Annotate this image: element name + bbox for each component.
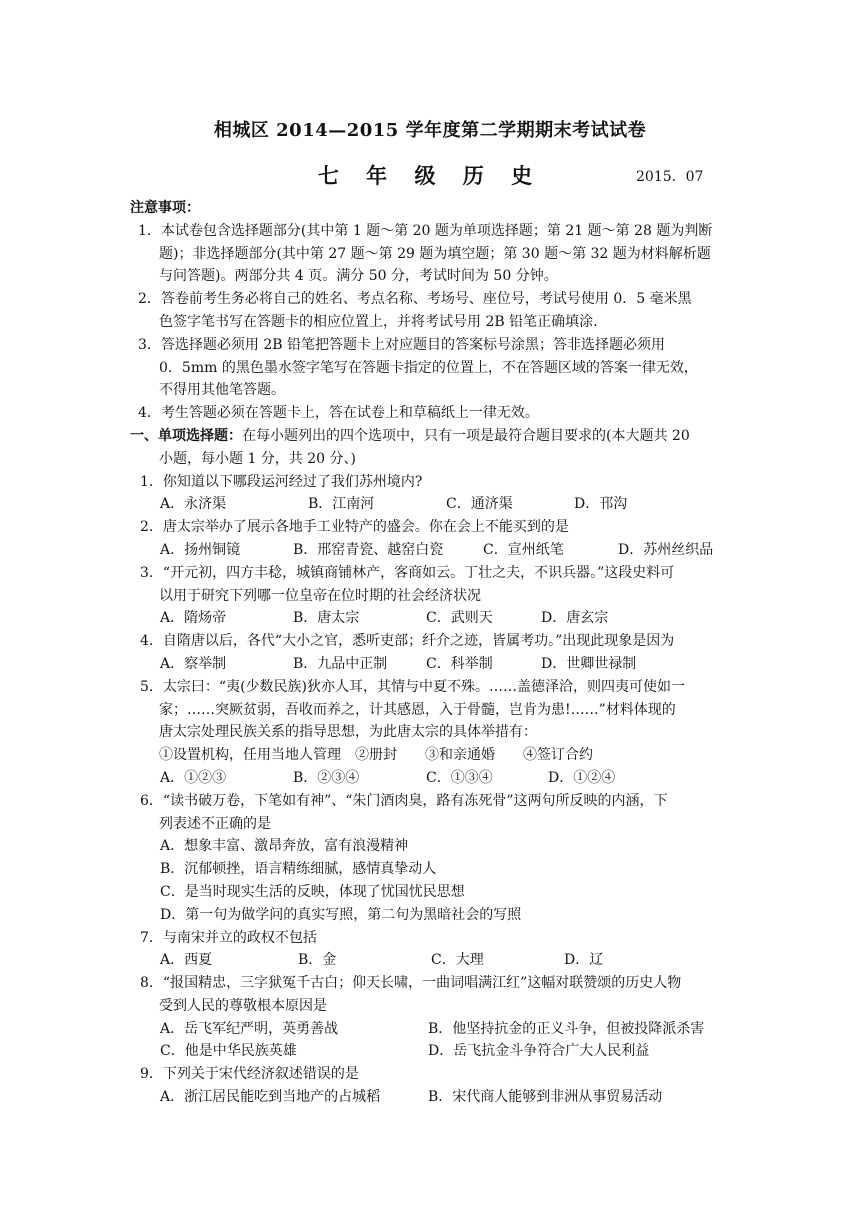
option: D．邗沟 xyxy=(574,496,628,513)
option: B．②③④ xyxy=(293,769,360,786)
option: A．扬州铜镜 xyxy=(160,541,241,558)
question-options xyxy=(130,1040,735,1063)
question-stem-cont: 以用于研究下列哪一位皇帝在位时期的社会经济状况 xyxy=(159,587,481,604)
notice-heading: 注意事项： xyxy=(130,200,200,216)
option: B．邢窑青瓷、越窑白瓷 xyxy=(293,541,444,558)
question-stem: 7．与南宋并立的政权不包括 xyxy=(140,929,317,946)
section-heading-line xyxy=(130,425,735,448)
question-stem-cont: 家；……突厥贫弱，吾收而养之，计其感恩，入于骨髓，岂肯为患!……”材料体现的 xyxy=(159,701,676,718)
option: B．沉郁顿挫，语言精练细腻，感情真挚动人 xyxy=(160,861,437,878)
section-intro: 在每小题列出的四个选项中，只有一项是最符合题目要求的(本大题共 20 xyxy=(242,427,690,444)
notice-line: 3．答选择题必须用 2B 铅笔把答题卡上对应题目的答案标号涂黑；答非选择题必须用 xyxy=(138,336,666,353)
question-stem: 1．你知道以下哪段运河经过了我们苏州境内? xyxy=(140,473,423,490)
question-options xyxy=(130,1018,735,1041)
option: C．①③④ xyxy=(426,769,493,786)
notice-line: 2．答卷前考生务必将自己的姓名、考点名称、考场号、座位号，考试号使用 0．5 毫米黑 xyxy=(138,291,692,308)
notice-line: 1．本试卷包含选择题部分(其中第 1 题～第 20 题为单项选择题；第 21 题～第 28 题为判断 xyxy=(138,222,713,239)
option: A．岳飞军纪严明，英勇善战 xyxy=(160,1020,339,1037)
option: D．世卿世禄制 xyxy=(541,655,637,672)
question-stem: 4．自隋唐以后，各代“大小之官，悉听吏部；纤介之迹，皆属考功。”出现此现象是因为 xyxy=(140,633,675,650)
option: B．金 xyxy=(298,952,337,969)
question-stem: 5．太宗曰：“夷(少数民族)狄亦人耳，其情与中夏不殊。……盖德泽洽，则四夷可使如一 xyxy=(140,678,685,695)
section-intro-cont: 小题，每小题 1 分，共 20 分、) xyxy=(159,450,356,467)
question-options xyxy=(130,949,735,972)
question-stem: 3．“开元初，四方丰稔，城镇商铺林产，客商如云。丁壮之夫，不识兵器。”这段史料可 xyxy=(140,564,675,581)
question-stem: 8．“报国精忠，三字狱冤千古白；仰天长啸，一曲词唱满江红”这幅对联赞颂的历史人物 xyxy=(140,975,682,992)
notice-line: 4．考生答题必须在答题卡上，答在试卷上和草稿纸上一律无效。 xyxy=(138,405,539,422)
option: C．武则天 xyxy=(426,610,493,627)
question-stem-cont: 列表述不正确的是 xyxy=(159,815,271,832)
question-options xyxy=(130,767,735,790)
option: D．辽 xyxy=(564,952,604,969)
notice-line: 0．5mm 的黑色墨水签字笔写在答题卡指定的位置上，不在答题区域的答案一律无效， xyxy=(159,359,698,376)
option: C．大理 xyxy=(431,952,484,969)
option: A．永济渠 xyxy=(160,496,227,513)
option: B．他坚持抗金的正义斗争，但被投降派杀害 xyxy=(428,1020,705,1037)
question-stem: 9．下列关于宋代经济叙述错误的是 xyxy=(140,1066,359,1083)
option: C．科举制 xyxy=(426,655,493,672)
question-options xyxy=(130,653,735,676)
option: A．西夏 xyxy=(160,952,213,969)
option: D．第一句为做学问的真实写照，第二句为黑暗社会的写照 xyxy=(160,906,522,923)
question-stem-cont: 受到人民的尊敬根本原因是 xyxy=(159,997,327,1014)
option: C．宣州纸笔 xyxy=(483,541,564,558)
option: A．①②③ xyxy=(160,769,227,786)
question-options xyxy=(130,539,735,562)
option: D．①②④ xyxy=(548,769,616,786)
exam-date: 2015．07 xyxy=(636,169,704,185)
option: B．江南河 xyxy=(308,496,375,513)
exam-subject: 七 年 级 历 史 xyxy=(317,163,543,188)
option: D．唐玄宗 xyxy=(541,610,609,627)
question-stem: 6．“读书破万卷，下笔如有神”、“朱门酒肉臭，路有冻死骨”这两句所反映的内涵，下 xyxy=(140,792,668,809)
option: D．岳飞抗金斗争符合广大人民利益 xyxy=(428,1043,650,1060)
option: C．他是中华民族英雄 xyxy=(160,1043,297,1060)
notice-line: 与问答题)。两部分共 4 页。满分 50 分，考试时间为 50 分钟。 xyxy=(159,268,558,285)
notice-line: 不得用其他笔答题。 xyxy=(159,382,285,399)
option: B．唐太宗 xyxy=(293,610,360,627)
option: B．九品中正制 xyxy=(293,655,388,672)
option: A．想象丰富、激昂奔放，富有浪漫精神 xyxy=(160,838,409,855)
option: D．苏州丝织品 xyxy=(618,541,714,558)
option: A．察举制 xyxy=(160,655,227,672)
exam-content xyxy=(130,197,735,1109)
exam-title: 相城区 2014—2015 学年度第二学期期末考试试卷 xyxy=(213,120,647,141)
question-options xyxy=(130,607,735,630)
option: B．宋代商人能够到非洲从事贸易活动 xyxy=(428,1089,663,1106)
question-options xyxy=(130,1086,735,1109)
option: A．隋炀帝 xyxy=(160,610,227,627)
question-stem-cont: ①设置机构，任用当地人管理 ②册封 ③和亲通婚 ④签订合约 xyxy=(159,747,593,764)
question-stem: 2．唐太宗举办了展示各地手工业特产的盛会。你在会上不能买到的是 xyxy=(140,519,569,536)
notice-line: 色签字笔书写在答题卡的相应位置上，并将考试号用 2B 铅笔正确填涂. xyxy=(159,313,598,330)
option: C．是当时现实生活的反映，体现了忧国忧民思想 xyxy=(160,883,465,900)
option: A．浙江居民能吃到当地产的占城稻 xyxy=(160,1089,381,1106)
question-stem-cont: 唐太宗处理民族关系的指导思想，为此唐太宗的具体举措有： xyxy=(159,724,537,741)
question-options xyxy=(130,493,735,516)
notice-line: 题)；非选择题部分(其中第 27 题～第 29 题为填空题；第 30 题～第 32 题为材料解析题 xyxy=(159,245,711,262)
option: C．通济渠 xyxy=(446,496,513,513)
section-heading: 一、单项选择题： xyxy=(130,427,242,444)
